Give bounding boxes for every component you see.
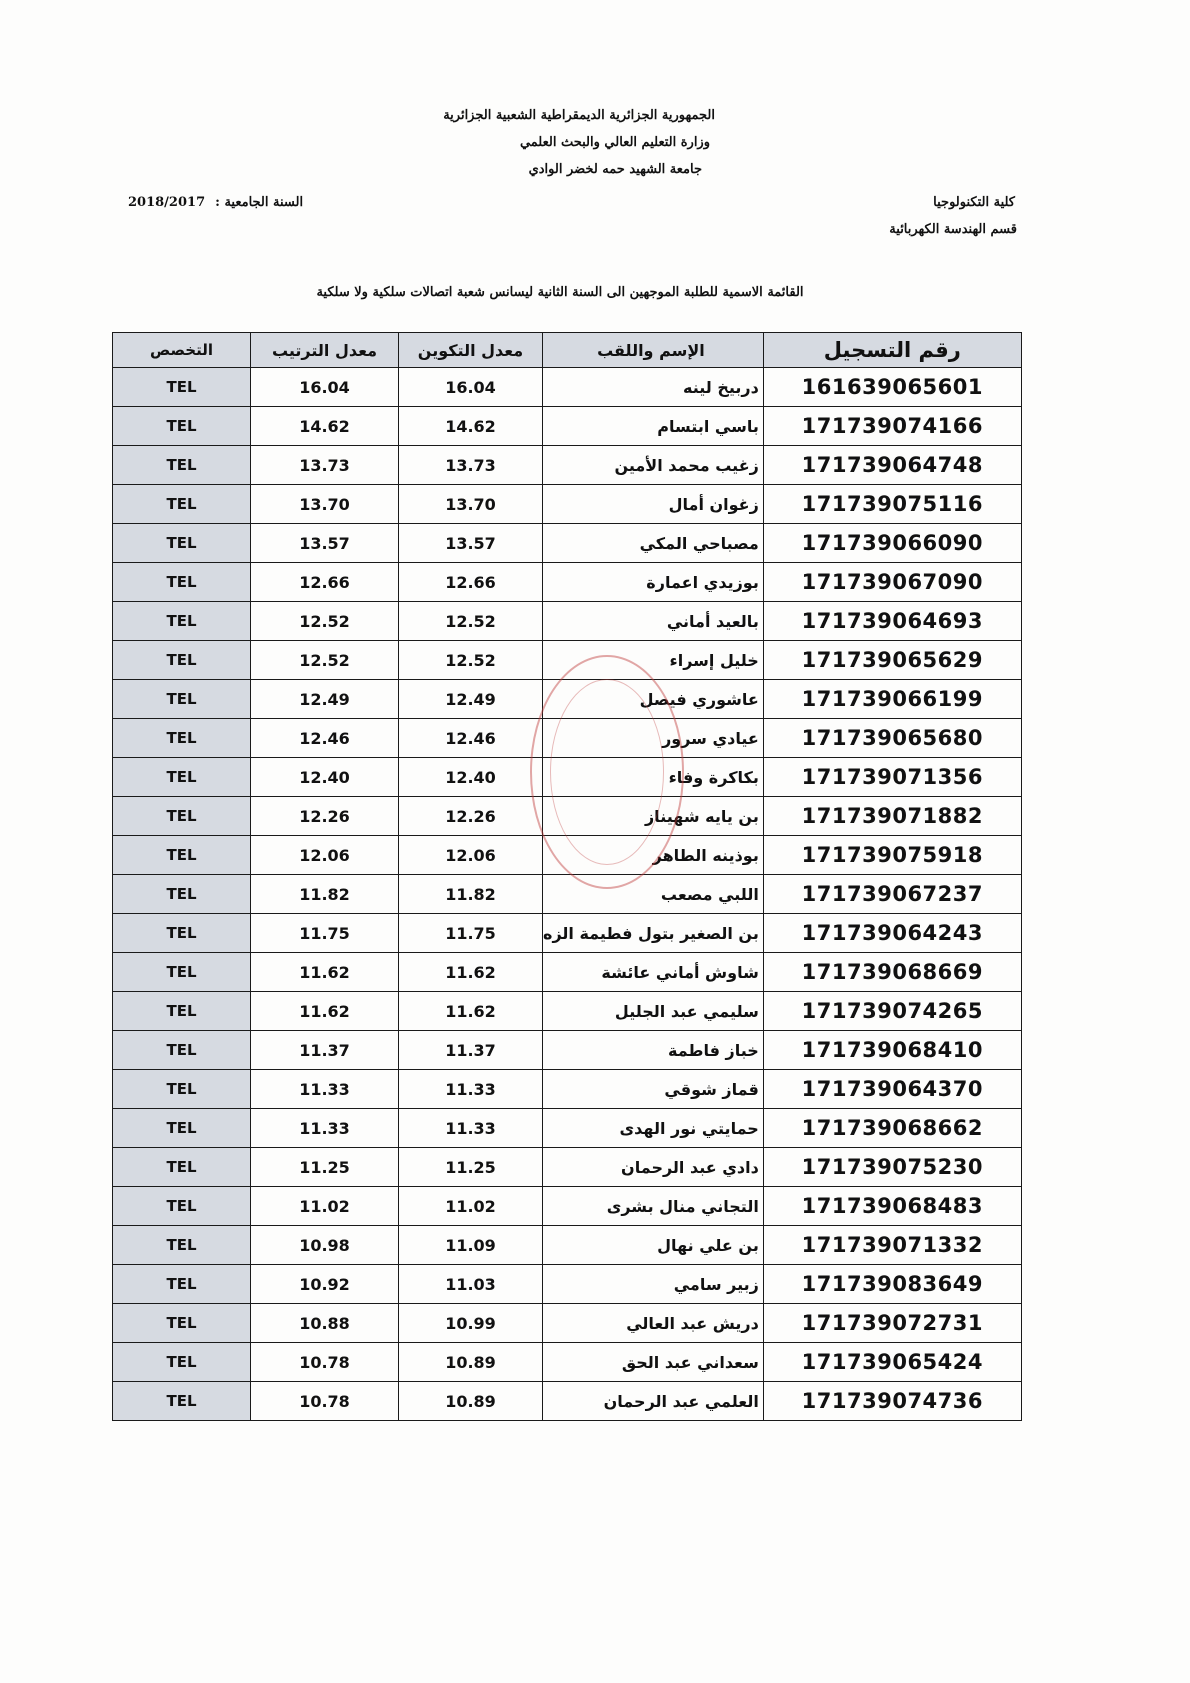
specialty: TEL bbox=[113, 680, 251, 719]
student-name: شاوش أماني عائشة bbox=[543, 953, 764, 992]
training-average: 10.89 bbox=[399, 1343, 543, 1382]
specialty: TEL bbox=[113, 368, 251, 407]
registration-number: 171739083649 bbox=[763, 1265, 1021, 1304]
faculty-name: كلية التكنولوجيا bbox=[933, 195, 1015, 210]
ranking-average: 10.92 bbox=[251, 1265, 399, 1304]
ranking-average: 12.52 bbox=[251, 602, 399, 641]
specialty: TEL bbox=[113, 407, 251, 446]
col-header-name: الإسم واللقب bbox=[543, 333, 764, 368]
table-row bbox=[113, 1382, 1022, 1421]
training-average: 12.49 bbox=[399, 680, 543, 719]
specialty: TEL bbox=[113, 1148, 251, 1187]
specialty: TEL bbox=[113, 485, 251, 524]
registration-number: 171739071332 bbox=[763, 1226, 1021, 1265]
table-row bbox=[113, 953, 1022, 992]
student-name: قماز شوقي bbox=[543, 1070, 764, 1109]
student-name: حمايتي نور الهدى bbox=[543, 1109, 764, 1148]
training-average: 11.33 bbox=[399, 1070, 543, 1109]
year-value: 2018/2017 bbox=[128, 195, 206, 210]
specialty: TEL bbox=[113, 1343, 251, 1382]
training-average: 13.70 bbox=[399, 485, 543, 524]
training-average: 11.09 bbox=[399, 1226, 543, 1265]
table-row bbox=[113, 1304, 1022, 1343]
registration-number: 171739068410 bbox=[763, 1031, 1021, 1070]
registration-number: 171739075116 bbox=[763, 485, 1021, 524]
specialty: TEL bbox=[113, 836, 251, 875]
training-average: 11.37 bbox=[399, 1031, 543, 1070]
students-table bbox=[112, 332, 1022, 1421]
list-title: القائمة الاسمية للطلبة الموجهين الى السنة الثانية ليسانس شعبة اتصالات سلكية ولا سلكية bbox=[316, 285, 804, 300]
registration-number: 171739068662 bbox=[763, 1109, 1021, 1148]
student-name: سليمي عبد الجليل bbox=[543, 992, 764, 1031]
ranking-average: 11.62 bbox=[251, 953, 399, 992]
specialty: TEL bbox=[113, 602, 251, 641]
registration-number: 171739071356 bbox=[763, 758, 1021, 797]
registration-number: 171739075918 bbox=[763, 836, 1021, 875]
ranking-average: 10.78 bbox=[251, 1382, 399, 1421]
table-row bbox=[113, 992, 1022, 1031]
specialty: TEL bbox=[113, 953, 251, 992]
table-row bbox=[113, 446, 1022, 485]
table-row bbox=[113, 1265, 1022, 1304]
table-row bbox=[113, 719, 1022, 758]
table-row bbox=[113, 1148, 1022, 1187]
registration-number: 171739065629 bbox=[763, 641, 1021, 680]
training-average: 11.62 bbox=[399, 992, 543, 1031]
table-row bbox=[113, 641, 1022, 680]
student-name: دادي عبد الرحمان bbox=[543, 1148, 764, 1187]
training-average: 16.04 bbox=[399, 368, 543, 407]
ranking-average: 12.46 bbox=[251, 719, 399, 758]
ranking-average: 11.62 bbox=[251, 992, 399, 1031]
training-average: 10.89 bbox=[399, 1382, 543, 1421]
table-row bbox=[113, 758, 1022, 797]
training-average: 11.33 bbox=[399, 1109, 543, 1148]
registration-number: 171739074265 bbox=[763, 992, 1021, 1031]
ranking-average: 12.40 bbox=[251, 758, 399, 797]
ranking-average: 12.06 bbox=[251, 836, 399, 875]
specialty: TEL bbox=[113, 875, 251, 914]
ranking-average: 12.52 bbox=[251, 641, 399, 680]
registration-number: 171739074166 bbox=[763, 407, 1021, 446]
col-header-training-average: معدل التكوين bbox=[399, 333, 543, 368]
student-name: زغيب محمد الأمين bbox=[543, 446, 764, 485]
col-header-specialty: التخصص bbox=[113, 333, 251, 368]
registration-number: 161639065601 bbox=[763, 368, 1021, 407]
ministry-line: وزارة التعليم العالي والبحث العلمي bbox=[519, 135, 710, 150]
student-name: اللبي مصعب bbox=[543, 875, 764, 914]
ranking-average: 11.82 bbox=[251, 875, 399, 914]
ranking-average: 11.33 bbox=[251, 1070, 399, 1109]
col-header-registration: رقم التسجيل bbox=[763, 333, 1021, 368]
table-row bbox=[113, 524, 1022, 563]
ranking-average: 11.37 bbox=[251, 1031, 399, 1070]
student-name: بن يايه شهيناز bbox=[543, 797, 764, 836]
student-name: بوزيدي اعمارة bbox=[543, 563, 764, 602]
student-name: عاشوري فيصل bbox=[543, 680, 764, 719]
table-row bbox=[113, 1070, 1022, 1109]
table-row bbox=[113, 407, 1022, 446]
ranking-average: 13.70 bbox=[251, 485, 399, 524]
student-name: دريش عبد العالي bbox=[543, 1304, 764, 1343]
ranking-average: 11.25 bbox=[251, 1148, 399, 1187]
registration-number: 171739067090 bbox=[763, 563, 1021, 602]
registration-number: 171739068483 bbox=[763, 1187, 1021, 1226]
student-name: بن الصغير بتول فطيمة الزه bbox=[543, 914, 764, 953]
ranking-average: 11.02 bbox=[251, 1187, 399, 1226]
specialty: TEL bbox=[113, 758, 251, 797]
student-name: زبير سامي bbox=[543, 1265, 764, 1304]
training-average: 13.57 bbox=[399, 524, 543, 563]
training-average: 12.26 bbox=[399, 797, 543, 836]
specialty: TEL bbox=[113, 524, 251, 563]
student-name: العلمي عبد الرحمان bbox=[543, 1382, 764, 1421]
specialty: TEL bbox=[113, 641, 251, 680]
ranking-average: 13.73 bbox=[251, 446, 399, 485]
registration-number: 171739064693 bbox=[763, 602, 1021, 641]
student-name: مصباحي المكي bbox=[543, 524, 764, 563]
student-name: زغوان أمال bbox=[543, 485, 764, 524]
ranking-average: 10.98 bbox=[251, 1226, 399, 1265]
table-header-row bbox=[113, 333, 1022, 368]
registration-number: 171739075230 bbox=[763, 1148, 1021, 1187]
ranking-average: 12.66 bbox=[251, 563, 399, 602]
registration-number: 171739067237 bbox=[763, 875, 1021, 914]
specialty: TEL bbox=[113, 1070, 251, 1109]
table-row bbox=[113, 875, 1022, 914]
student-name: بن علي نهال bbox=[543, 1226, 764, 1265]
ranking-average: 10.78 bbox=[251, 1343, 399, 1382]
university-line: جامعة الشهيد حمه لخضر الوادي bbox=[528, 162, 702, 177]
table-row bbox=[113, 1109, 1022, 1148]
ranking-average: 13.57 bbox=[251, 524, 399, 563]
specialty: TEL bbox=[113, 1226, 251, 1265]
specialty: TEL bbox=[113, 914, 251, 953]
student-name: بوذينه الطاهر bbox=[543, 836, 764, 875]
ranking-average: 11.33 bbox=[251, 1109, 399, 1148]
table-row bbox=[113, 797, 1022, 836]
republic-line: الجمهورية الجزائرية الديمقراطية الشعبية الجزائرية bbox=[443, 108, 715, 123]
student-name: باسي ابتسام bbox=[543, 407, 764, 446]
training-average: 11.03 bbox=[399, 1265, 543, 1304]
registration-number: 171739065424 bbox=[763, 1343, 1021, 1382]
training-average: 12.06 bbox=[399, 836, 543, 875]
registration-number: 171739066090 bbox=[763, 524, 1021, 563]
student-name: سعداني عبد الحق bbox=[543, 1343, 764, 1382]
table-row bbox=[113, 1226, 1022, 1265]
table-row bbox=[113, 1187, 1022, 1226]
table-row bbox=[113, 680, 1022, 719]
table-row bbox=[113, 914, 1022, 953]
specialty: TEL bbox=[113, 992, 251, 1031]
registration-number: 171739074736 bbox=[763, 1382, 1021, 1421]
table-row bbox=[113, 836, 1022, 875]
training-average: 11.02 bbox=[399, 1187, 543, 1226]
student-name: دربيخ لينه bbox=[543, 368, 764, 407]
training-average: 12.52 bbox=[399, 602, 543, 641]
training-average: 12.66 bbox=[399, 563, 543, 602]
col-header-ranking-average: معدل الترتيب bbox=[251, 333, 399, 368]
student-name: بكاكرة وفاء bbox=[543, 758, 764, 797]
specialty: TEL bbox=[113, 1187, 251, 1226]
table-row bbox=[113, 1031, 1022, 1070]
training-average: 11.75 bbox=[399, 914, 543, 953]
student-name: عيادي سرور bbox=[543, 719, 764, 758]
student-name: التجاني منال بشرى bbox=[543, 1187, 764, 1226]
registration-number: 171739068669 bbox=[763, 953, 1021, 992]
ranking-average: 10.88 bbox=[251, 1304, 399, 1343]
training-average: 11.82 bbox=[399, 875, 543, 914]
specialty: TEL bbox=[113, 1109, 251, 1148]
training-average: 12.46 bbox=[399, 719, 543, 758]
training-average: 13.73 bbox=[399, 446, 543, 485]
specialty: TEL bbox=[113, 563, 251, 602]
registration-number: 171739066199 bbox=[763, 680, 1021, 719]
registration-number: 171739065680 bbox=[763, 719, 1021, 758]
registration-number: 171739072731 bbox=[763, 1304, 1021, 1343]
table-row bbox=[113, 1343, 1022, 1382]
specialty: TEL bbox=[113, 1304, 251, 1343]
ranking-average: 16.04 bbox=[251, 368, 399, 407]
specialty: TEL bbox=[113, 1382, 251, 1421]
training-average: 11.25 bbox=[399, 1148, 543, 1187]
specialty: TEL bbox=[113, 719, 251, 758]
department-name: قسم الهندسة الكهربائية bbox=[889, 222, 1017, 237]
registration-number: 171739071882 bbox=[763, 797, 1021, 836]
training-average: 12.52 bbox=[399, 641, 543, 680]
training-average: 11.62 bbox=[399, 953, 543, 992]
ranking-average: 12.26 bbox=[251, 797, 399, 836]
ranking-average: 14.62 bbox=[251, 407, 399, 446]
table-row bbox=[113, 602, 1022, 641]
student-name: خليل إسراء bbox=[543, 641, 764, 680]
registration-number: 171739064243 bbox=[763, 914, 1021, 953]
table-row bbox=[113, 485, 1022, 524]
ranking-average: 12.49 bbox=[251, 680, 399, 719]
registration-number: 171739064748 bbox=[763, 446, 1021, 485]
training-average: 14.62 bbox=[399, 407, 543, 446]
student-name: بالعيد أماني bbox=[543, 602, 764, 641]
specialty: TEL bbox=[113, 446, 251, 485]
academic-year bbox=[128, 195, 303, 210]
registration-number: 171739064370 bbox=[763, 1070, 1021, 1109]
table-row bbox=[113, 368, 1022, 407]
training-average: 10.99 bbox=[399, 1304, 543, 1343]
ranking-average: 11.75 bbox=[251, 914, 399, 953]
year-label: السنة الجامعية : bbox=[215, 195, 304, 210]
specialty: TEL bbox=[113, 1265, 251, 1304]
specialty: TEL bbox=[113, 797, 251, 836]
specialty: TEL bbox=[113, 1031, 251, 1070]
training-average: 12.40 bbox=[399, 758, 543, 797]
table-row bbox=[113, 563, 1022, 602]
student-name: خباز فاطمة bbox=[543, 1031, 764, 1070]
